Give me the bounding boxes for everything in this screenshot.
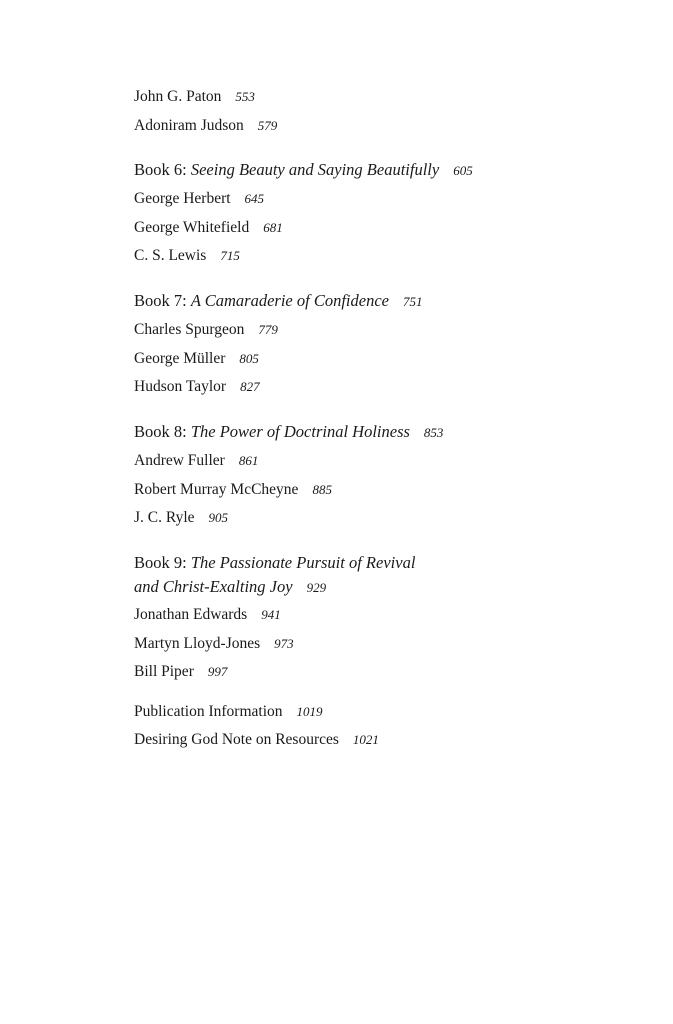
page-number: 779 <box>258 322 278 337</box>
entry-title: George Müller <box>134 350 226 367</box>
page-number: 827 <box>240 379 260 394</box>
toc-entry[interactable] <box>134 349 259 369</box>
book-heading[interactable] <box>134 158 474 183</box>
entry-title: Jonathan Edwards <box>134 606 248 623</box>
page-number: 885 <box>312 482 332 497</box>
page-number: 681 <box>263 220 283 235</box>
toc-entry[interactable] <box>134 662 227 682</box>
toc-entry[interactable] <box>134 87 255 107</box>
toc-entry[interactable] <box>134 702 323 722</box>
page-number: 751 <box>402 294 423 309</box>
entry-title: Charles Spurgeon <box>134 321 245 338</box>
toc-entry[interactable] <box>134 730 379 750</box>
entry-title: John G. Paton <box>134 88 222 105</box>
entry-title: J. C. Ryle <box>134 509 195 526</box>
book-heading[interactable] <box>134 289 474 314</box>
entry-title: Bill Piper <box>134 663 194 680</box>
entry-title: C. S. Lewis <box>134 247 207 264</box>
entry-title: Martyn Lloyd-Jones <box>134 635 261 652</box>
toc-entry[interactable] <box>134 246 240 266</box>
page-number: 905 <box>208 510 229 525</box>
book-heading[interactable] <box>134 420 474 445</box>
toc-entry[interactable] <box>134 116 277 136</box>
entry-title: George Herbert <box>134 190 231 207</box>
book-title: Seeing Beauty and Saying Beautifully <box>190 160 440 179</box>
entry-title: Publication Information <box>134 703 283 720</box>
page-number: 579 <box>257 118 278 133</box>
page-number: 715 <box>220 248 240 263</box>
entry-title: Desiring God Note on Resources <box>134 731 339 748</box>
entry-title: Robert Murray McCheyne <box>134 481 299 498</box>
entry-title: George Whitefield <box>134 219 250 236</box>
page-number: 973 <box>274 636 294 651</box>
page-number: 605 <box>453 163 473 178</box>
book-number: Book 8: <box>134 422 191 441</box>
toc-entry[interactable] <box>134 218 283 238</box>
toc-entry[interactable] <box>134 634 294 654</box>
page-number: 553 <box>235 89 255 104</box>
page-number: 929 <box>306 580 327 595</box>
toc-entry[interactable] <box>134 451 258 471</box>
book-number: Book 7: <box>134 291 191 310</box>
toc-entry[interactable] <box>134 189 264 209</box>
book-heading[interactable] <box>134 551 444 600</box>
book-number: Book 6: <box>134 160 191 179</box>
page-number: 997 <box>207 664 228 679</box>
page-number: 853 <box>423 425 444 440</box>
page-number: 805 <box>239 351 259 366</box>
book-number: Book 9: <box>134 553 191 572</box>
page-number: 645 <box>244 191 265 206</box>
toc-entry[interactable] <box>134 377 260 397</box>
book-title: The Power of Doctrinal Holiness <box>190 422 410 441</box>
toc-entry[interactable] <box>134 605 281 625</box>
toc-entry[interactable] <box>134 320 278 340</box>
entry-title: Adoniram Judson <box>134 117 244 134</box>
toc-entry[interactable] <box>134 480 332 500</box>
page-number: 1021 <box>352 732 379 747</box>
book-title: A Camaraderie of Confidence <box>190 291 389 310</box>
toc-entry[interactable] <box>134 508 228 528</box>
page-number: 861 <box>238 453 259 468</box>
page-number: 1019 <box>296 704 323 719</box>
entry-title: Hudson Taylor <box>134 378 227 395</box>
entry-title: Andrew Fuller <box>134 452 225 469</box>
page-number: 941 <box>261 607 281 622</box>
book-title: The Passionate Pursuit of Revival and Christ-Exalting Joy <box>134 553 416 596</box>
